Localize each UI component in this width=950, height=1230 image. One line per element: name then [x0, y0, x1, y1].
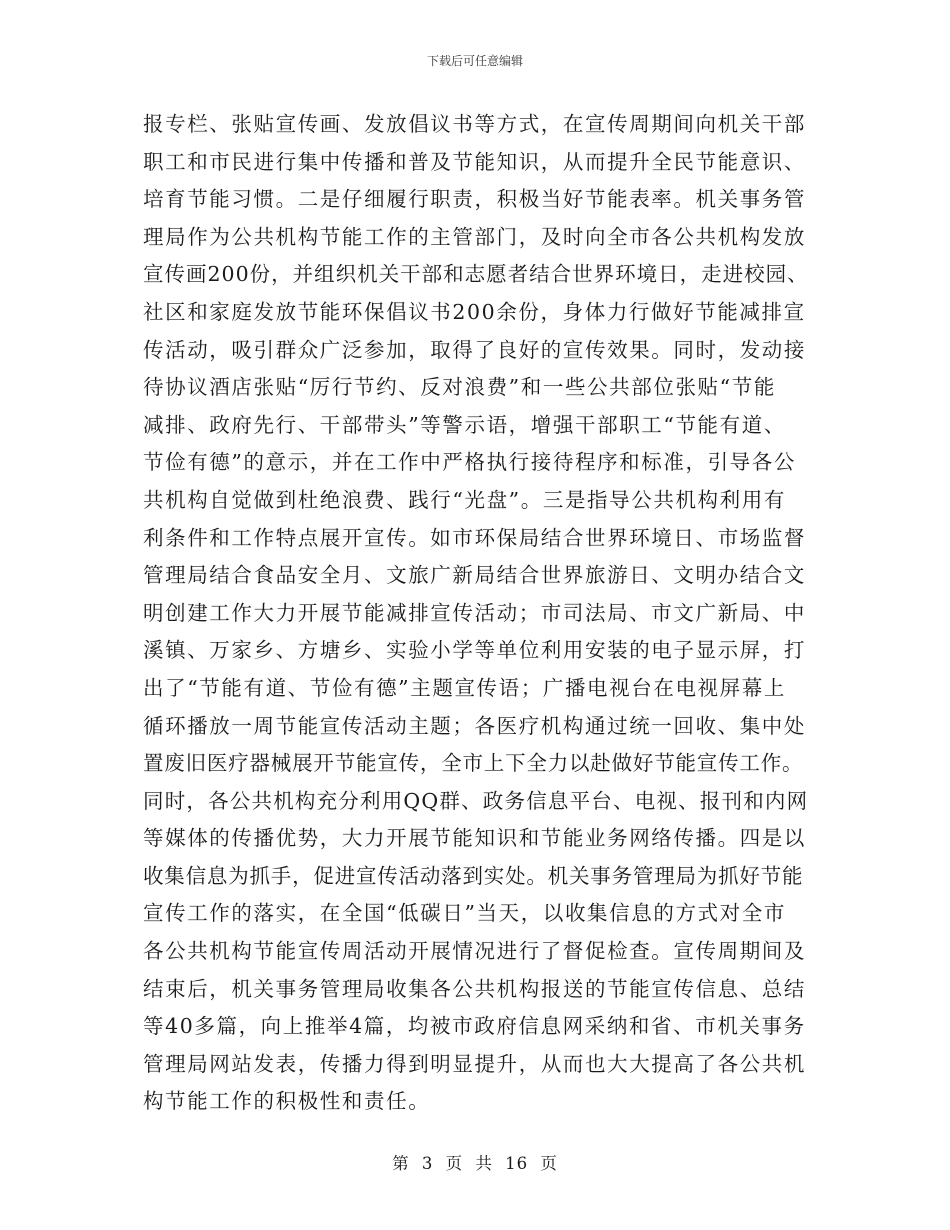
- body-text-line: 溪镇、万家乡、方塘乡、实验小学等单位利用安装的电子显示屏，打: [143, 638, 806, 663]
- body-text-line: 明创建工作大力开展节能减排宣传活动；市司法局、市文广新局、中: [143, 600, 806, 625]
- page-header-note: 下载后可任意编辑: [426, 54, 523, 68]
- body-text-line: 管理局网站发表，传播力得到明显提升，从而也大大提高了各公共机: [143, 1051, 806, 1076]
- body-text-line: 出了“节能有道、节俭有德”主题宣传语；广播电视台在电视屏幕上: [143, 675, 786, 700]
- body-text-line: 置废旧医疗器械展开节能宣传，全市上下全力以赴做好节能宣传工作。: [143, 751, 804, 776]
- body-text-line: 宣传画200份，并组织机关干部和志愿者结合世界环境日，走进校园、: [143, 262, 809, 287]
- body-text-line: 结束后，机关事务管理局收集各公共机构报送的节能宣传信息、总结: [143, 976, 806, 1001]
- body-text-line: 同时，各公共机构充分利用QQ群、政务信息平台、电视、报刊和内网: [143, 788, 809, 813]
- body-text-line: 职工和市民进行集中传播和普及节能知识，从而提升全民节能意识、: [143, 149, 806, 174]
- body-text-line: 减排、政府先行、干部带头”等警示语，增强干部职工“节能有道、: [143, 412, 786, 437]
- body-text-line: 利条件和工作特点展开宣传。如市环保局结合世界环境日、市场监督: [143, 525, 806, 550]
- page-number-footer: 第 3 页 共 16 页: [392, 1154, 558, 1173]
- body-text-line: 管理局结合食品安全月、文旅广新局结合世界旅游日、文明办结合文: [143, 563, 806, 588]
- body-text-line: 各公共机构节能宣传周活动开展情况进行了督促检查。宣传周期间及: [143, 939, 806, 964]
- body-text-line: 等媒体的传播优势，大力开展节能知识和节能业务网络传播。四是以: [143, 826, 806, 851]
- body-text-line: 循环播放一周节能宣传活动主题；各医疗机构通过统一回收、集中处: [143, 713, 806, 738]
- body-text-line: 宣传工作的落实，在全国“低碳日”当天，以收集信息的方式对全市: [143, 901, 786, 926]
- document-body: [143, 106, 809, 1121]
- body-text-line: 收集信息为抓手，促进宣传活动落到实处。机关事务管理局为抓好节能: [143, 863, 804, 888]
- body-text-line: 待协议酒店张贴“厉行节约、反对浪费”和一些公共部位张贴“节能: [143, 375, 776, 400]
- body-text-line: 节俭有德”的意示，并在工作中严格执行接待程序和标准，引导各公: [143, 450, 796, 475]
- body-text-line: 传活动，吸引群众广泛参加，取得了良好的宣传效果。同时，发动接: [143, 337, 806, 362]
- body-text-line: 报专栏、张贴宣传画、发放倡议书等方式，在宣传周期间向机关干部: [143, 112, 806, 136]
- body-text-line: 构节能工作的积极性和责任。: [143, 1089, 431, 1114]
- body-text-line: 等40多篇，向上推举4篇，均被市政府信息网采纳和省、市机关事务: [143, 1014, 806, 1039]
- body-text-line: 培育节能习惯。二是仔细履行职责，积极当好节能表率。机关事务管: [143, 187, 806, 212]
- body-text-line: 理局作为公共机构节能工作的主管部门，及时向全市各公共机构发放: [143, 224, 806, 249]
- body-text-line: 共机构自觉做到杜绝浪费、践行“光盘”。三是指导公共机构利用有: [143, 487, 786, 512]
- body-text-line: 社区和家庭发放节能环保倡议书200余份，身体力行做好节能减排宣: [143, 299, 806, 324]
